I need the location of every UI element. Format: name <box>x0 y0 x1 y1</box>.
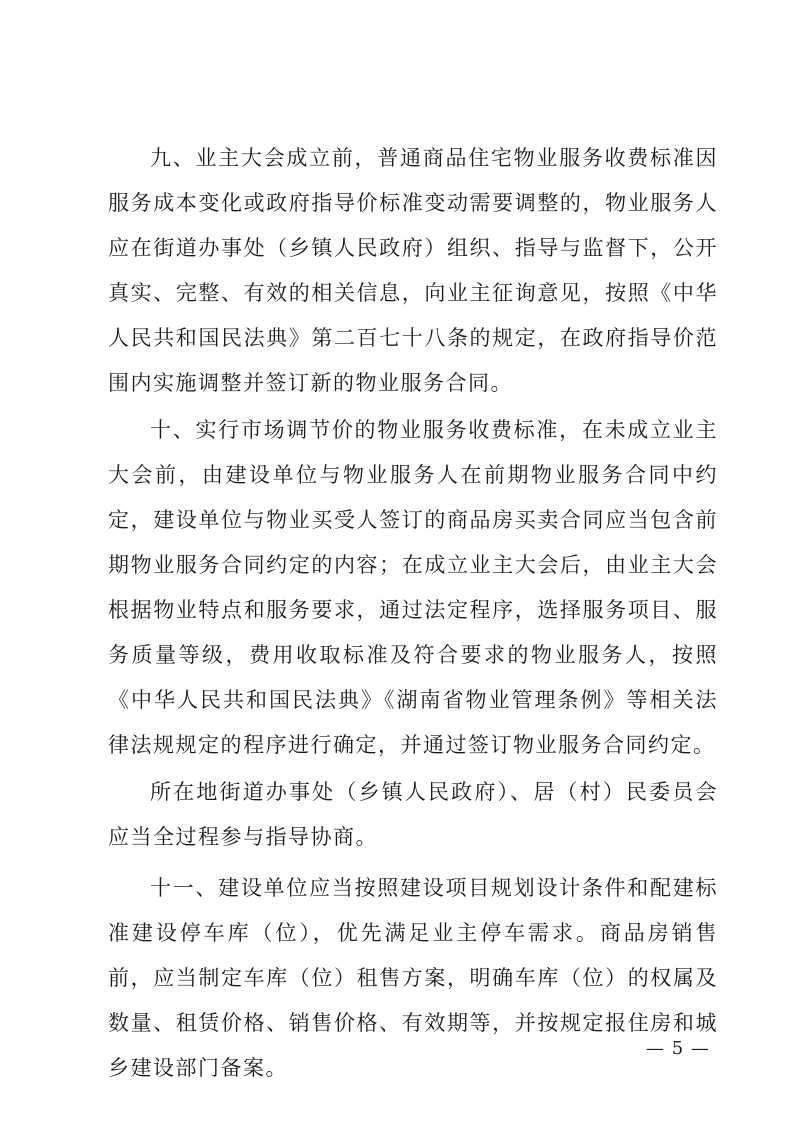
paragraph-article-11: 十一、建设单位应当按照建设项目规划设计条件和配建标准建设停车库（位），优先满足业主停车需求。商品房销售前，应当制定车库（位）租售方案，明确车库（位）的权属及数量、租赁价格、销售价格、有效期等，并按规定报住房和城乡建设部门备案。 <box>108 876 718 1080</box>
document-body <box>108 136 718 1091</box>
paragraph-street-office-guidance: 所在地街道办事处（乡镇人民政府）、居（村）民委员会应当全过程参与指导协商。 <box>108 780 718 849</box>
paragraph-article-10: 十、实行市场调节价的物业服务收费标准，在未成立业主大会前，由建设单位与物业服务人在前期物业服务合同中约定，建设单位与物业买受人签订的商品房买卖合同应当包含前期物业服务合同约定的内容；在成立业主大会后，由业主大会根据物业特点和服务要求，通过法定程序，选择服务项目、服务质量等级，费用收取标准及符合要求的物业服务人，按照《中华人民共和国民法典》《湖南省物业管理条例》等相关法律法规规定的程序进行确定，并通过签订物业服务合同约定。 <box>108 418 718 757</box>
paragraph-article-9: 九、业主大会成立前，普通商品住宅物业服务收费标准因服务成本变化或政府指导价标准变动需要调整的，物业服务人应在街道办事处（乡镇人民政府）组织、指导与监督下，公开真实、完整、有效的相关信息，向业主征询意见，按照《中华人民共和国民法典》第二百七十八条的规定，在政府指导价范围内实施调整并签订新的物业服务合同。 <box>108 146 718 395</box>
page-number: — 5 — <box>646 1038 710 1059</box>
